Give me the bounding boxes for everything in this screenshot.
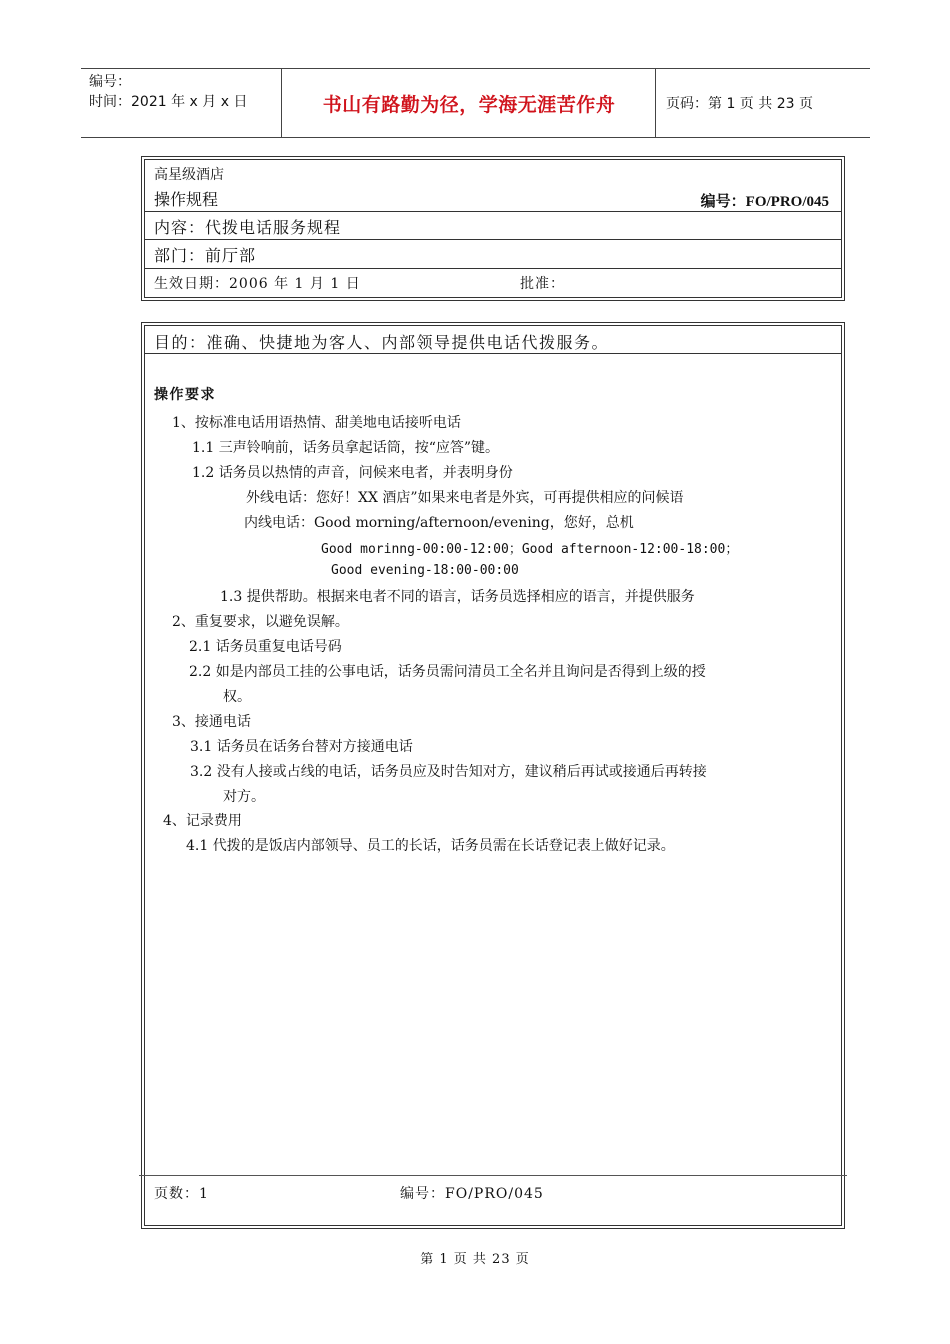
page-number: 页数：1: [154, 1186, 209, 1202]
document-code: 编号：FO/PRO/045: [700, 194, 829, 210]
effective-date: 生效日期：2006 年 1 月 1 日: [154, 276, 361, 292]
footer-divider: [139, 1175, 847, 1176]
header-meta: [89, 72, 247, 112]
header-time: 时间：2021 年 x 月 x 日: [89, 94, 248, 110]
list-item: 2、重复要求，以避免误解。: [172, 614, 349, 630]
list-item: 3、接通电话: [172, 714, 251, 730]
list-item: Good evening-18:00-00:00: [331, 563, 519, 578]
list-item: 3.1 话务员在话务台替对方接通电话: [190, 739, 413, 755]
list-item: 外线电话：您好！XX 酒店”如果来电者是外宾，可再提供相应的问候语: [246, 490, 684, 506]
department: 部门：前厅部: [154, 246, 257, 265]
list-item: 1.2 话务员以热情的声音，问候来电者，并表明身份: [192, 465, 513, 481]
document-header: [81, 68, 870, 138]
header-divider: [281, 69, 282, 137]
hotel-name: 高星级酒店: [154, 167, 224, 183]
info-row-effective: [145, 268, 841, 297]
page-footer: 第 1 页 共 23 页: [420, 1252, 530, 1267]
header-page-info: 页码：第 1 页 共 23 页: [666, 96, 813, 112]
header-divider: [655, 69, 656, 137]
list-item: Good morinng-00:00-12:00；Good afternoon-12:00-18:00；: [321, 542, 739, 557]
list-item: 1.1 三声铃响前，话务员拿起话筒，按“应答”键。: [192, 440, 500, 456]
procedure-label: 操作规程: [154, 190, 219, 209]
main-content-box: [144, 325, 842, 1226]
list-item: 2.2 如是内部员工挂的公事电话，话务员需问清员工全名并且询问是否得到上级的授: [189, 664, 706, 680]
info-row-content: [145, 211, 841, 240]
info-table: [144, 159, 842, 298]
list-item: 内线电话：Good morning/afternoon/evening，您好，总机: [244, 515, 634, 531]
purpose-text: 目的：准确、快捷地为客人、内部领导提供电话代拨服务。: [154, 333, 610, 352]
header-number: 编号：: [89, 74, 131, 90]
list-item: 1.3 提供帮助。根据来电者不同的语言，话务员选择相应的语言，并提供服务: [220, 589, 695, 605]
list-item: 4、记录费用: [163, 813, 242, 829]
list-item: 对方。: [223, 789, 265, 805]
list-item: 1、按标准电话用语热情、甜美地电话接听电话: [172, 415, 461, 431]
purpose-row: [145, 326, 841, 354]
list-item: 2.1 话务员重复电话号码: [189, 639, 342, 655]
footer-code: 编号：FO/PRO/045: [400, 1186, 544, 1202]
list-item: 3.2 没有人接或占线的电话，话务员应及时告知对方，建议稍后再试或接通后再转接: [190, 764, 707, 780]
list-item: 4.1 代拨的是饭店内部领导、员工的长话，话务员需在长话登记表上做好记录。: [186, 838, 675, 854]
list-item: 权。: [223, 689, 251, 705]
info-row-title: [145, 160, 841, 212]
header-motto: 书山有路勤为径，学海无涯苦作舟: [322, 93, 616, 116]
section-title: 操作要求: [154, 387, 216, 403]
info-row-department: [145, 239, 841, 269]
content-title: 内容：代拨电话服务规程: [154, 218, 342, 237]
approval-label: 批准：: [520, 276, 565, 292]
